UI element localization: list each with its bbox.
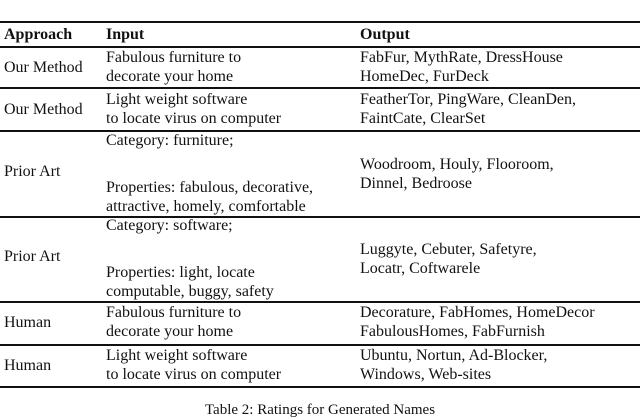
header-output: Output — [360, 26, 410, 43]
output-line: Decorature, FabHomes, HomeDecor — [360, 304, 595, 321]
output-line: Dinnel, Bedroose — [360, 175, 472, 192]
approach-cell: Human — [4, 314, 52, 331]
input-line: Light weight software — [106, 91, 248, 108]
output-line: FabFur, MythRate, DressHouse — [360, 49, 563, 66]
output-line: FeatherTor, PingWare, CleanDen, — [360, 91, 576, 108]
row-rule — [0, 87, 640, 89]
output-line: FabulousHomes, FabFurnish — [360, 323, 545, 340]
row-rule — [0, 216, 640, 218]
output-line: Luggyte, Cebuter, Safetyre, — [360, 241, 537, 258]
top-rule — [0, 21, 640, 23]
output-line: HomeDec, FurDeck — [360, 68, 489, 85]
approach-cell: Our Method — [4, 59, 83, 76]
row-rule — [0, 130, 640, 132]
input-line: Properties: light, locate — [106, 264, 255, 281]
approach-cell: Our Method — [4, 101, 83, 118]
table-caption: Table 2: Ratings for Generated Names — [204, 402, 436, 418]
output-line: Ubuntu, Nortun, Ad-Blocker, — [360, 347, 548, 364]
input-line: Fabulous furniture to — [106, 304, 242, 321]
input-line: attractive, homely, comfortable — [106, 198, 306, 215]
input-line: computable, buggy, safety — [106, 283, 274, 300]
header-approach: Approach — [4, 26, 73, 43]
output-line: Locatr, Coftwarele — [360, 260, 481, 277]
input-line: Light weight software — [106, 347, 248, 364]
approach-cell: Prior Art — [4, 248, 61, 265]
input-line: Fabulous furniture to — [106, 49, 242, 66]
input-line: to locate virus on computer — [106, 110, 282, 127]
input-line: decorate your home — [106, 68, 234, 85]
bottom-rule — [0, 386, 640, 388]
approach-cell: Prior Art — [4, 163, 61, 180]
output-line: Windows, Web-sites — [360, 366, 492, 383]
header-input: Input — [106, 26, 145, 43]
input-line: to locate virus on computer — [106, 366, 282, 383]
input-line: decorate your home — [106, 323, 234, 340]
input-line: Category: furniture; — [106, 132, 234, 149]
approach-cell: Human — [4, 357, 52, 374]
output-line: Woodroom, Houly, Flooroom, — [360, 156, 554, 173]
input-line: Properties: fabulous, decorative, — [106, 179, 314, 196]
output-line: FaintCate, ClearSet — [360, 110, 486, 127]
input-line: Category: software; — [106, 217, 233, 234]
